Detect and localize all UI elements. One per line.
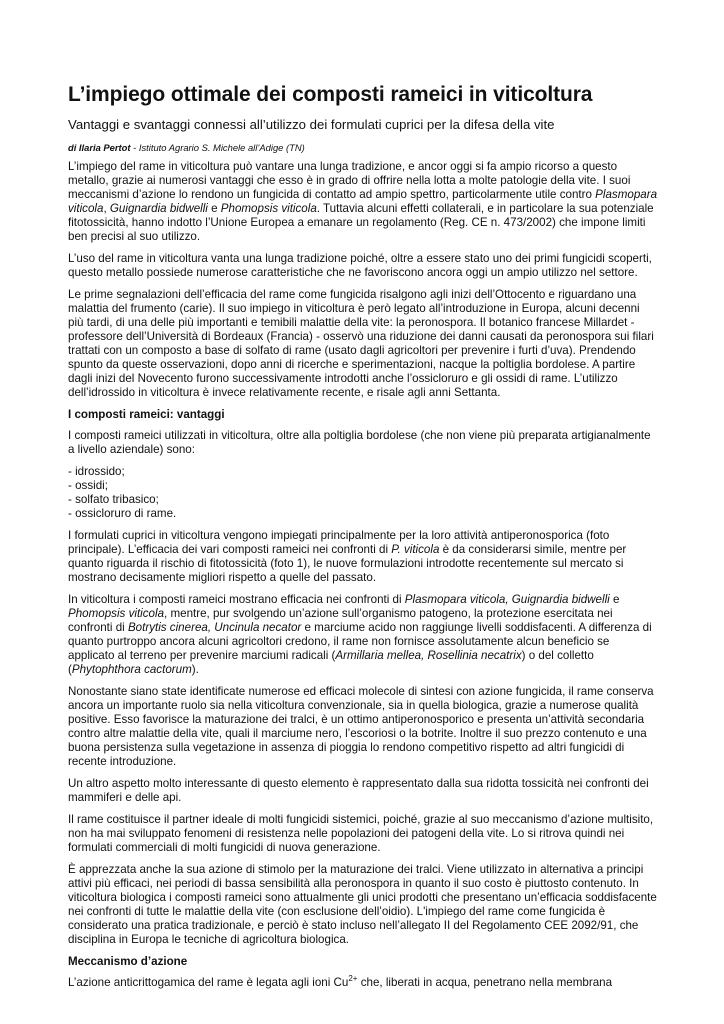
text-run: e bbox=[609, 593, 620, 606]
text-run: e marciume acido non raggiunge livelli soddisfacenti. A differenza di quanto purtroppo ancora alcuni agricoltori credono, il rame non fornisce assolutamente alcun beneficio se applicato al terreno per prevenire marciumi radicali ( bbox=[68, 621, 652, 662]
text-run: ) o del colletto ( bbox=[68, 649, 594, 676]
paragraph-efficacy bbox=[68, 593, 658, 677]
list-item: - solfato tribasico; bbox=[68, 493, 159, 506]
paragraph-mechanism bbox=[68, 976, 658, 990]
species-name: Phytophthora cactorum bbox=[71, 663, 192, 676]
text-run: e bbox=[207, 202, 221, 215]
author-institution: Istituto Agrario S. Michele all’Adige (TN) bbox=[138, 142, 305, 153]
author-name: di Ilaria Pertot bbox=[68, 142, 131, 153]
species-name: Plasmopara viticola, Guignardia bidwelli bbox=[404, 593, 610, 606]
species-name: Phomopsis viticola bbox=[220, 202, 317, 215]
paragraph-history: Le prime segnalazioni dell’efficacia del rame come fungicida risalgono agli inizi dell’Ottocento e riguardano una malattia del frumento (carie). Il suo impiego in viticoltura è però legato all’introduzione in Europa, alcuni decenni più tardi, di una delle più importanti e temibili malattie della vite: la peronospora. Il botanico francese Millardet - professore dell’Università di Bordeaux (Francia) - osservò una riduzione dei danni causati da peronospora sui filari trattati con un composto a base di solfato di rame (usato dagli agricoltori per prevenire i furti d’uva). Prendendo spunto da queste osservazioni, dopo anni di ricerche e sperimentazioni, nacque la poltiglia bordolese. A partire dagli inizi del Novecento furono successivamente introdotti anche l’ossicloruro e gli ossidi di rame. L’utilizzo dell’idrossido in viticoltura è invece relativamente recente, e risale agli anni Settanta. bbox=[68, 288, 654, 399]
species-name: Phomopsis viticola bbox=[68, 607, 165, 620]
list-item: - ossidi; bbox=[68, 479, 108, 492]
text-run: , mentre, pur svolgendo un’azione sull’organismo patogeno, la protezione esercitata nei confronti di bbox=[68, 607, 613, 634]
list-item: - ossicloruro di rame. bbox=[68, 507, 177, 520]
species-name: Botrytis cinerea, Uncinula necator bbox=[127, 621, 302, 634]
text-run: che, liberati in acqua, penetrano nella membrana bbox=[357, 976, 613, 989]
species-name: Plasmopara viticola bbox=[68, 188, 658, 215]
paragraph-compounds: I composti rameici utilizzati in viticoltura, oltre alla poltiglia bordolese (che non viene più preparata artigianalmente a livello aziendale) sono: bbox=[68, 429, 651, 456]
paragraph-intro bbox=[68, 160, 658, 244]
species-name: P. viticola bbox=[391, 543, 440, 556]
text-run: L’azione anticrittogamica del rame è legata agli ioni Cu bbox=[68, 976, 349, 989]
text-run: I formulati cuprici in viticoltura vengono impiegati principalmente per la loro attività antiperonosporica (foto principale). L’efficacia dei vari composti rameici nei confronti di bbox=[68, 529, 610, 556]
compounds-list bbox=[68, 465, 658, 521]
document-title: L’impiego ottimale dei composti rameici in viticoltura bbox=[68, 83, 593, 106]
superscript: 2+ bbox=[348, 974, 358, 983]
text-run: L’impiego del rame in viticoltura può vantare una lunga tradizione, e ancor oggi si fa ampio ricorso a questo metallo, grazie ai numerosi vantaggi che esso è in grado di offrire nella lotta a molte patologie della vite. I suoi meccanismi d’azione lo rendono un fungicida di contatto ad ampio spettro, particolarmente utile contro bbox=[68, 160, 631, 201]
species-name: Armillaria mellea, Rosellinia necatrix bbox=[335, 649, 522, 662]
author-separator: - bbox=[130, 142, 139, 153]
paragraph-formulations bbox=[68, 529, 658, 585]
paragraph-partner: Il rame costituisce il partner ideale di molti fungicidi sistemici, poiché, grazie al suo meccanismo d’azione multisito, non ha mai sviluppato fenomeni di resistenza nelle popolazioni dei patogeni della vite. Lo si ritrova quindi nei formulati commerciali di molti fungicidi di nuova generazione. bbox=[68, 813, 654, 854]
list-item: - idrossido; bbox=[68, 465, 125, 478]
text-run: ). bbox=[191, 663, 199, 676]
species-name: Guignardia bidwelli bbox=[109, 202, 208, 215]
paragraph-tradition: L’uso del rame in viticoltura vanta una lunga tradizione poiché, oltre a essere stato uno dei primi fungicidi scoperti, questo metallo possiede numerose caratteristiche che ne favoriscono ancora oggi un ampio utilizzo nel settore. bbox=[68, 252, 652, 279]
text-run: , bbox=[103, 202, 110, 215]
text-run: In viticoltura i composti rameici mostrano efficacia nei confronti di bbox=[68, 593, 405, 606]
section-heading-vantaggi: I composti rameici: vantaggi bbox=[68, 408, 225, 421]
text-run: . Tuttavia alcuni effetti collaterali, e in particolare la sua potenziale fitotossicità, hanno indotto l’Unione Europea a emanare un regolamento (Reg. CE n. 473/2002) che impone limiti ben precisi al suo utilizzo. bbox=[68, 202, 654, 243]
section-heading-meccanismo: Meccanismo d’azione bbox=[68, 955, 188, 968]
text-run: è da considerarsi simile, mentre per quanto riguarda il rischio di fitotossicità (foto 1), le nuove formulazioni introdotte recentemente sul mercato si mostrano decisamente migliori rispetto a quelle del passato. bbox=[68, 543, 627, 584]
paragraph-toxicity: Un altro aspetto molto interessante di questo elemento è rappresentato dalla sua ridotta tossicità nei confronti dei mammiferi e delle api. bbox=[68, 777, 649, 804]
paragraph-maturation: È apprezzata anche la sua azione di stimolo per la maturazione dei tralci. Viene utilizzato in alternativa a principi attivi più efficaci, nei periodi di bassa sensibilità alla peronospora in quanto il suo costo è piuttosto contenuto. In viticoltura biologica i composti rameici sono attualmente gli unici prodotti che presentano un’efficacia soddisfacente nei confronti di tutte le malattie della vite (con esclusione dell’oidio). L'impiego del rame come fungicida è considerato una pratica tradizionale, e perciò è stato incluso nell’allegato II del Regolamento CEE 2092/91, che disciplina in Europa le tecniche di agricoltura biologica. bbox=[68, 863, 657, 946]
document-page bbox=[68, 82, 658, 998]
document-subtitle: Vantaggi e svantaggi connessi all’utilizzo dei formulati cuprici per la difesa della vite bbox=[68, 117, 555, 132]
author-byline bbox=[68, 142, 658, 154]
paragraph-role: Nonostante siano state identificate numerose ed efficaci molecole di sintesi con azione fungicida, il rame conserva ancora un importante ruolo sia nella viticoltura convenzionale, sia in quella biologica, grazie a numerose qualità positive. Esso favorisce la maturazione dei tralci, è un ottimo antiperonosporico e presenta un’attività secondaria contro altre malattie della vite, quali il marciume nero, l’escoriosi o la botrite. Inoltre il suo prezzo contenuto e una buona persistenza sulla vegetazione in assenza di pioggia lo rendono competitivo rispetto ad altri fungicidi di recente introduzione. bbox=[68, 685, 654, 768]
